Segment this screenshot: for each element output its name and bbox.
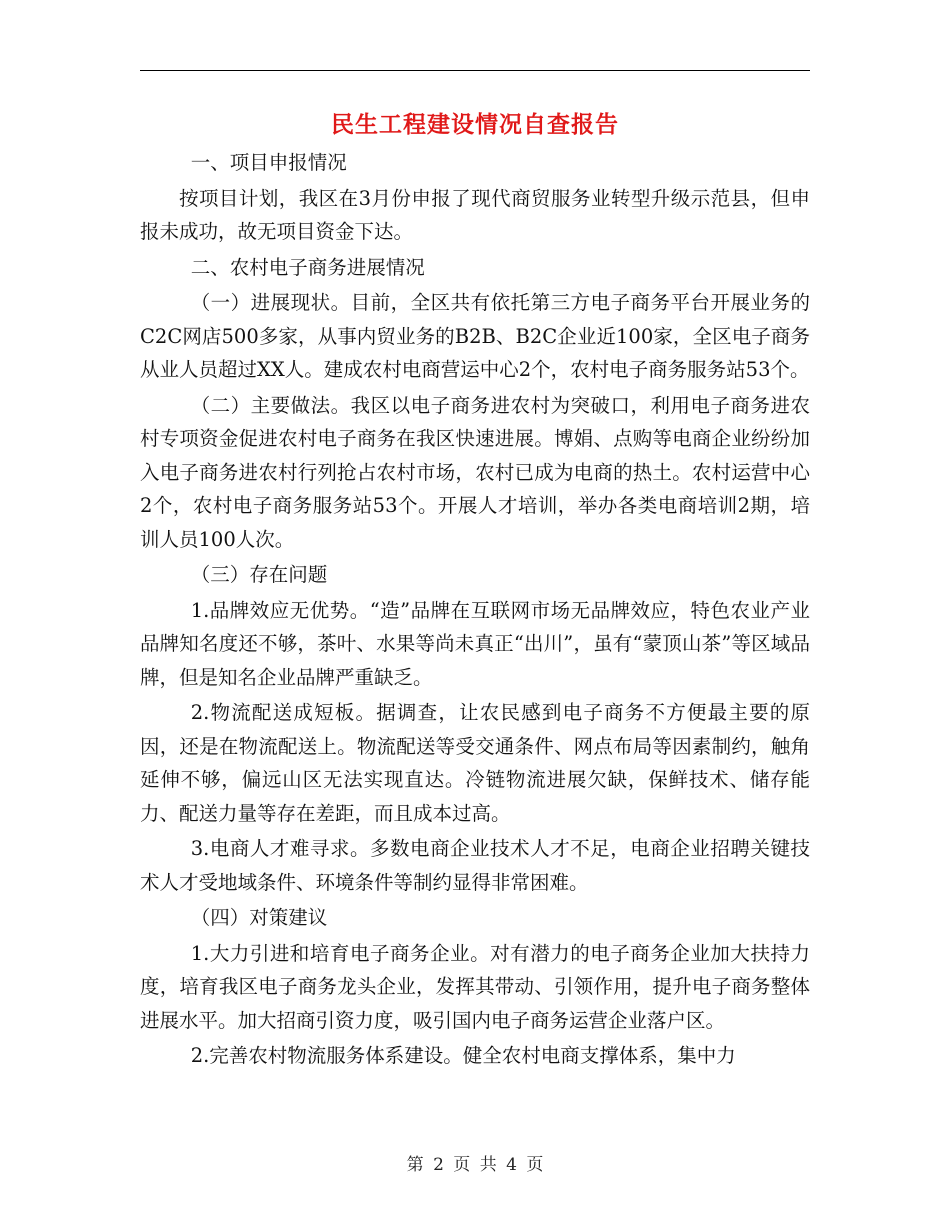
section-heading: （三）存在问题 <box>190 563 328 586</box>
document-body <box>140 146 810 1075</box>
paragraph: （二）主要做法。我区以电子商务进农村为突破口，利用电子商务进农村专项资金促进农村电子商务在我区快速进展。博娟、点购等电商企业纷纷加入电子商务进农村行列抢占农村市场，农村已成为电商的热土。农村运营中心2个，农村电子商务服务站53个。开展人才培训，举办各类电商培训2期，培训人员100人次。 <box>140 393 810 551</box>
paragraph: 按项目计划，我区在3月份申报了现代商贸服务业转型升级示范县，但申报未成功，故无项目资金下达。 <box>140 186 810 243</box>
page-footer: 第 2 页 共 4 页 <box>406 1155 544 1175</box>
header-rule <box>140 70 810 71</box>
paragraph: 1.大力引进和培育电子商务企业。对有潜力的电子商务企业加大扶持力度，培育我区电子商务龙头企业，发挥其带动、引领作用，提升电子商务整体进展水平。加大招商引资力度，吸引国内电子商务运营企业落户区。 <box>140 941 810 1032</box>
paragraph: 3.电商人才难寻求。多数电商企业技术人才不足，电商企业招聘关键技术人才受地域条件、环境条件等制约显得非常困难。 <box>140 837 810 894</box>
paragraph: 2.物流配送成短板。据调查，让农民感到电子商务不方便最主要的原因，还是在物流配送上。物流配送等受交通条件、网点布局等因素制约，触角延伸不够，偏远山区无法实现直达。冷链物流进展欠缺，保鲜技术、储存能力、配送力量等存在差距，而且成本过高。 <box>140 701 810 825</box>
section-heading: 一、项目申报情况 <box>190 151 347 174</box>
paragraph: 1.品牌效应无优势。“造”品牌在互联网市场无品牌效应，特色农业产业品牌知名度还不够，茶叶、水果等尚未真正“出川”，虽有“蒙顶山茶”等区域品牌，但是知名企业品牌严重缺乏。 <box>140 598 810 689</box>
paragraph: （一）进展现状。目前，全区共有依托第三方电子商务平台开展业务的C2C网店500多家，从事内贸业务的B2B、B2C企业近100家，全区电子商务从业人员超过XX人。建成农村电商营运中心2个，农村电子商务服务站53个。 <box>140 291 810 381</box>
section-heading: 二、农村电子商务进展情况 <box>190 255 425 279</box>
page-title: 民生工程建设情况自查报告 <box>331 111 619 138</box>
paragraph: 2.完善农村物流服务体系建设。健全农村电商支撑体系，集中力 <box>190 1044 736 1067</box>
section-heading: （四）对策建议 <box>190 906 328 929</box>
